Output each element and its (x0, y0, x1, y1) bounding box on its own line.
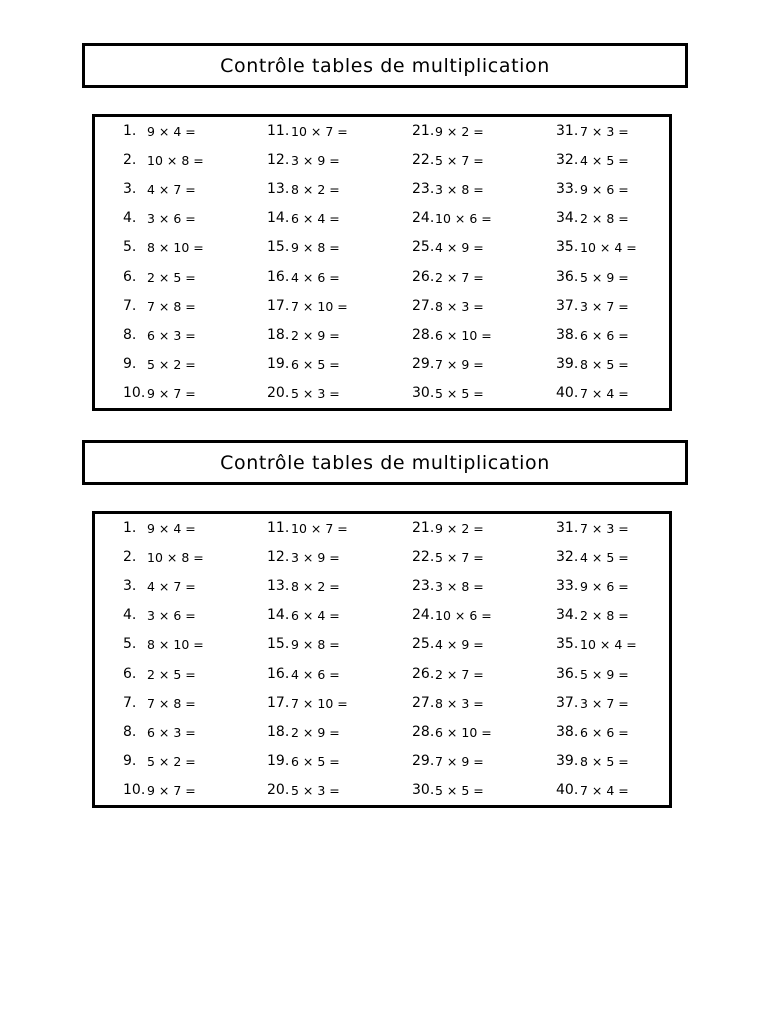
exercise-number: 29. (412, 355, 435, 372)
exercise-expression: 9 × 6 = (580, 182, 629, 198)
exercise-number: 4. (123, 607, 137, 624)
exercise-number: 35. (556, 636, 579, 653)
exercise-number: 3. (123, 578, 137, 595)
exercise-expression: 9 × 2 = (435, 124, 484, 139)
exercise-number: 8. (123, 326, 137, 343)
exercise-number: 22. (412, 549, 435, 566)
exercise-row (95, 292, 669, 321)
exercise-expression: 6 × 5 = (291, 753, 340, 769)
exercise-number: 25. (412, 636, 435, 653)
exercise-row (95, 660, 669, 689)
exercise-expression: 6 × 4 = (291, 608, 340, 624)
exercise-number: 37. (556, 694, 579, 711)
exercise-number: 31. (556, 520, 579, 536)
exercise-expression: 3 × 8 = (435, 579, 484, 595)
exercise-number: 5. (123, 636, 137, 653)
exercise-expression: 8 × 5 = (580, 356, 629, 372)
exercise-expression: 6 × 3 = (147, 327, 196, 343)
exercise-number: 38. (556, 723, 579, 740)
exercise-expression: 7 × 10 = (291, 695, 348, 711)
exercise-number: 19. (267, 752, 290, 769)
exercise-expression: 3 × 7 = (580, 298, 629, 314)
exercise-row (95, 146, 669, 175)
exercise-number: 36. (556, 268, 579, 285)
exercise-number: 36. (556, 665, 579, 682)
exercise-expression: 2 × 8 = (580, 211, 629, 227)
exercise-number: 15. (267, 636, 290, 653)
exercise-expression: 4 × 9 = (435, 240, 484, 256)
exercise-number: 25. (412, 239, 435, 256)
exercise-expression: 4 × 6 = (291, 666, 340, 682)
exercise-number: 20. (267, 384, 290, 401)
exercise-number: 27. (412, 297, 435, 314)
exercise-number: 18. (267, 723, 290, 740)
exercise-expression: 8 × 5 = (580, 753, 629, 769)
exercise-row (95, 379, 669, 408)
exercise-expression: 2 × 9 = (291, 724, 340, 740)
sheet-2-title-box (82, 440, 688, 485)
exercise-number: 8. (123, 723, 137, 740)
exercise-expression: 3 × 7 = (580, 695, 629, 711)
exercise-number: 30. (412, 781, 435, 798)
exercise-number: 23. (412, 578, 435, 595)
exercise-expression: 5 × 5 = (435, 385, 484, 401)
exercise-number: 40. (556, 781, 579, 798)
exercise-number: 14. (267, 607, 290, 624)
exercise-number: 34. (556, 210, 579, 227)
exercise-number: 33. (556, 181, 579, 198)
exercise-expression: 10 × 7 = (291, 521, 348, 536)
exercise-expression: 8 × 10 = (147, 240, 204, 256)
exercise-number: 16. (267, 268, 290, 285)
exercise-number: 32. (556, 549, 579, 566)
exercise-row (95, 263, 669, 292)
exercise-row (95, 175, 669, 204)
exercise-expression: 4 × 5 = (580, 550, 629, 566)
exercise-number: 13. (267, 181, 290, 198)
exercise-number: 1. (123, 520, 137, 536)
sheet-title: Contrôle tables de multiplication (220, 54, 550, 77)
exercise-row (95, 233, 669, 262)
sheet-2-exercise-grid (92, 511, 672, 808)
exercise-number: 11. (267, 123, 290, 139)
exercise-expression: 6 × 4 = (291, 211, 340, 227)
exercise-expression: 7 × 4 = (580, 385, 629, 401)
exercise-expression: 9 × 4 = (147, 521, 196, 536)
exercise-number: 34. (556, 607, 579, 624)
exercise-expression: 5 × 2 = (147, 356, 196, 372)
exercise-expression: 4 × 6 = (291, 269, 340, 285)
exercise-number: 1. (123, 123, 137, 139)
exercise-number: 21. (412, 123, 435, 139)
exercise-number: 24. (412, 607, 435, 624)
exercise-expression: 4 × 7 = (147, 182, 196, 198)
exercise-expression: 9 × 7 = (147, 385, 196, 401)
exercise-number: 11. (267, 520, 290, 536)
exercise-expression: 3 × 6 = (147, 211, 196, 227)
exercise-expression: 8 × 3 = (435, 298, 484, 314)
exercise-number: 26. (412, 268, 435, 285)
exercise-number: 2. (123, 549, 137, 566)
exercise-row (95, 514, 669, 543)
exercise-expression: 2 × 7 = (435, 269, 484, 285)
exercise-expression: 7 × 10 = (291, 298, 348, 314)
exercise-number: 17. (267, 297, 290, 314)
exercise-expression: 5 × 9 = (580, 269, 629, 285)
exercise-number: 13. (267, 578, 290, 595)
exercise-number: 4. (123, 210, 137, 227)
exercise-expression: 5 × 9 = (580, 666, 629, 682)
exercise-expression: 6 × 5 = (291, 356, 340, 372)
exercise-expression: 7 × 8 = (147, 298, 196, 314)
exercise-expression: 8 × 10 = (147, 637, 204, 653)
exercise-row (95, 689, 669, 718)
exercise-expression: 7 × 3 = (580, 124, 629, 139)
exercise-expression: 3 × 6 = (147, 608, 196, 624)
exercise-expression: 10 × 8 = (147, 550, 204, 566)
exercise-expression: 9 × 7 = (147, 782, 196, 798)
exercise-row (95, 718, 669, 747)
exercise-row (95, 350, 669, 379)
exercise-expression: 9 × 8 = (291, 637, 340, 653)
exercise-expression: 6 × 10 = (435, 327, 492, 343)
exercise-number: 10. (123, 384, 146, 401)
exercise-expression: 8 × 2 = (291, 579, 340, 595)
exercise-expression: 4 × 7 = (147, 579, 196, 595)
sheet-1-exercise-grid (92, 114, 672, 411)
exercise-expression: 2 × 7 = (435, 666, 484, 682)
exercise-number: 23. (412, 181, 435, 198)
exercise-number: 38. (556, 326, 579, 343)
exercise-number: 30. (412, 384, 435, 401)
exercise-number: 9. (123, 752, 137, 769)
exercise-expression: 10 × 7 = (291, 124, 348, 139)
exercise-expression: 9 × 4 = (147, 124, 196, 139)
exercise-expression: 7 × 4 = (580, 782, 629, 798)
exercise-number: 31. (556, 123, 579, 139)
exercise-number: 9. (123, 355, 137, 372)
exercise-expression: 4 × 9 = (435, 637, 484, 653)
exercise-expression: 10 × 8 = (147, 153, 204, 169)
exercise-row (95, 321, 669, 350)
exercise-number: 3. (123, 181, 137, 198)
exercise-expression: 9 × 8 = (291, 240, 340, 256)
exercise-expression: 7 × 9 = (435, 753, 484, 769)
exercise-number: 35. (556, 239, 579, 256)
exercise-number: 39. (556, 355, 579, 372)
exercise-number: 26. (412, 665, 435, 682)
exercise-expression: 7 × 3 = (580, 521, 629, 536)
exercise-expression: 10 × 6 = (435, 211, 492, 227)
exercise-row (95, 204, 669, 233)
exercise-number: 12. (267, 152, 290, 169)
exercise-number: 24. (412, 210, 435, 227)
exercise-expression: 6 × 6 = (580, 327, 629, 343)
exercise-expression: 8 × 2 = (291, 182, 340, 198)
sheet-title: Contrôle tables de multiplication (220, 451, 550, 474)
exercise-number: 14. (267, 210, 290, 227)
exercise-expression: 3 × 8 = (435, 182, 484, 198)
exercise-number: 18. (267, 326, 290, 343)
exercise-number: 15. (267, 239, 290, 256)
exercise-row (95, 776, 669, 805)
exercise-number: 21. (412, 520, 435, 536)
exercise-expression: 3 × 9 = (291, 550, 340, 566)
exercise-expression: 7 × 9 = (435, 356, 484, 372)
exercise-expression: 2 × 8 = (580, 608, 629, 624)
exercise-expression: 5 × 7 = (435, 153, 484, 169)
exercise-expression: 10 × 6 = (435, 608, 492, 624)
exercise-number: 2. (123, 152, 137, 169)
exercise-number: 20. (267, 781, 290, 798)
exercise-row (95, 117, 669, 146)
exercise-row (95, 747, 669, 776)
exercise-number: 32. (556, 152, 579, 169)
exercise-number: 22. (412, 152, 435, 169)
exercise-row (95, 601, 669, 630)
exercise-row (95, 543, 669, 572)
exercise-row (95, 572, 669, 601)
sheet-1-title-box (82, 43, 688, 88)
exercise-number: 40. (556, 384, 579, 401)
exercise-number: 6. (123, 665, 137, 682)
exercise-number: 33. (556, 578, 579, 595)
exercise-expression: 9 × 6 = (580, 579, 629, 595)
exercise-number: 10. (123, 781, 146, 798)
exercise-number: 17. (267, 694, 290, 711)
exercise-number: 12. (267, 549, 290, 566)
exercise-number: 27. (412, 694, 435, 711)
exercise-number: 7. (123, 297, 137, 314)
exercise-expression: 9 × 2 = (435, 521, 484, 536)
exercise-row (95, 630, 669, 659)
exercise-expression: 5 × 7 = (435, 550, 484, 566)
exercise-number: 37. (556, 297, 579, 314)
exercise-expression: 5 × 3 = (291, 385, 340, 401)
exercise-number: 7. (123, 694, 137, 711)
exercise-expression: 4 × 5 = (580, 153, 629, 169)
exercise-number: 28. (412, 326, 435, 343)
exercise-expression: 2 × 5 = (147, 666, 196, 682)
exercise-expression: 6 × 10 = (435, 724, 492, 740)
exercise-number: 16. (267, 665, 290, 682)
exercise-number: 39. (556, 752, 579, 769)
exercise-expression: 2 × 9 = (291, 327, 340, 343)
exercise-number: 5. (123, 239, 137, 256)
exercise-expression: 8 × 3 = (435, 695, 484, 711)
exercise-expression: 10 × 4 = (580, 637, 637, 653)
exercise-expression: 3 × 9 = (291, 153, 340, 169)
exercise-number: 29. (412, 752, 435, 769)
exercise-expression: 2 × 5 = (147, 269, 196, 285)
exercise-expression: 5 × 3 = (291, 782, 340, 798)
exercise-expression: 5 × 5 = (435, 782, 484, 798)
exercise-number: 6. (123, 268, 137, 285)
exercise-expression: 10 × 4 = (580, 240, 637, 256)
exercise-expression: 7 × 8 = (147, 695, 196, 711)
exercise-expression: 6 × 3 = (147, 724, 196, 740)
exercise-number: 28. (412, 723, 435, 740)
exercise-expression: 6 × 6 = (580, 724, 629, 740)
exercise-number: 19. (267, 355, 290, 372)
exercise-expression: 5 × 2 = (147, 753, 196, 769)
